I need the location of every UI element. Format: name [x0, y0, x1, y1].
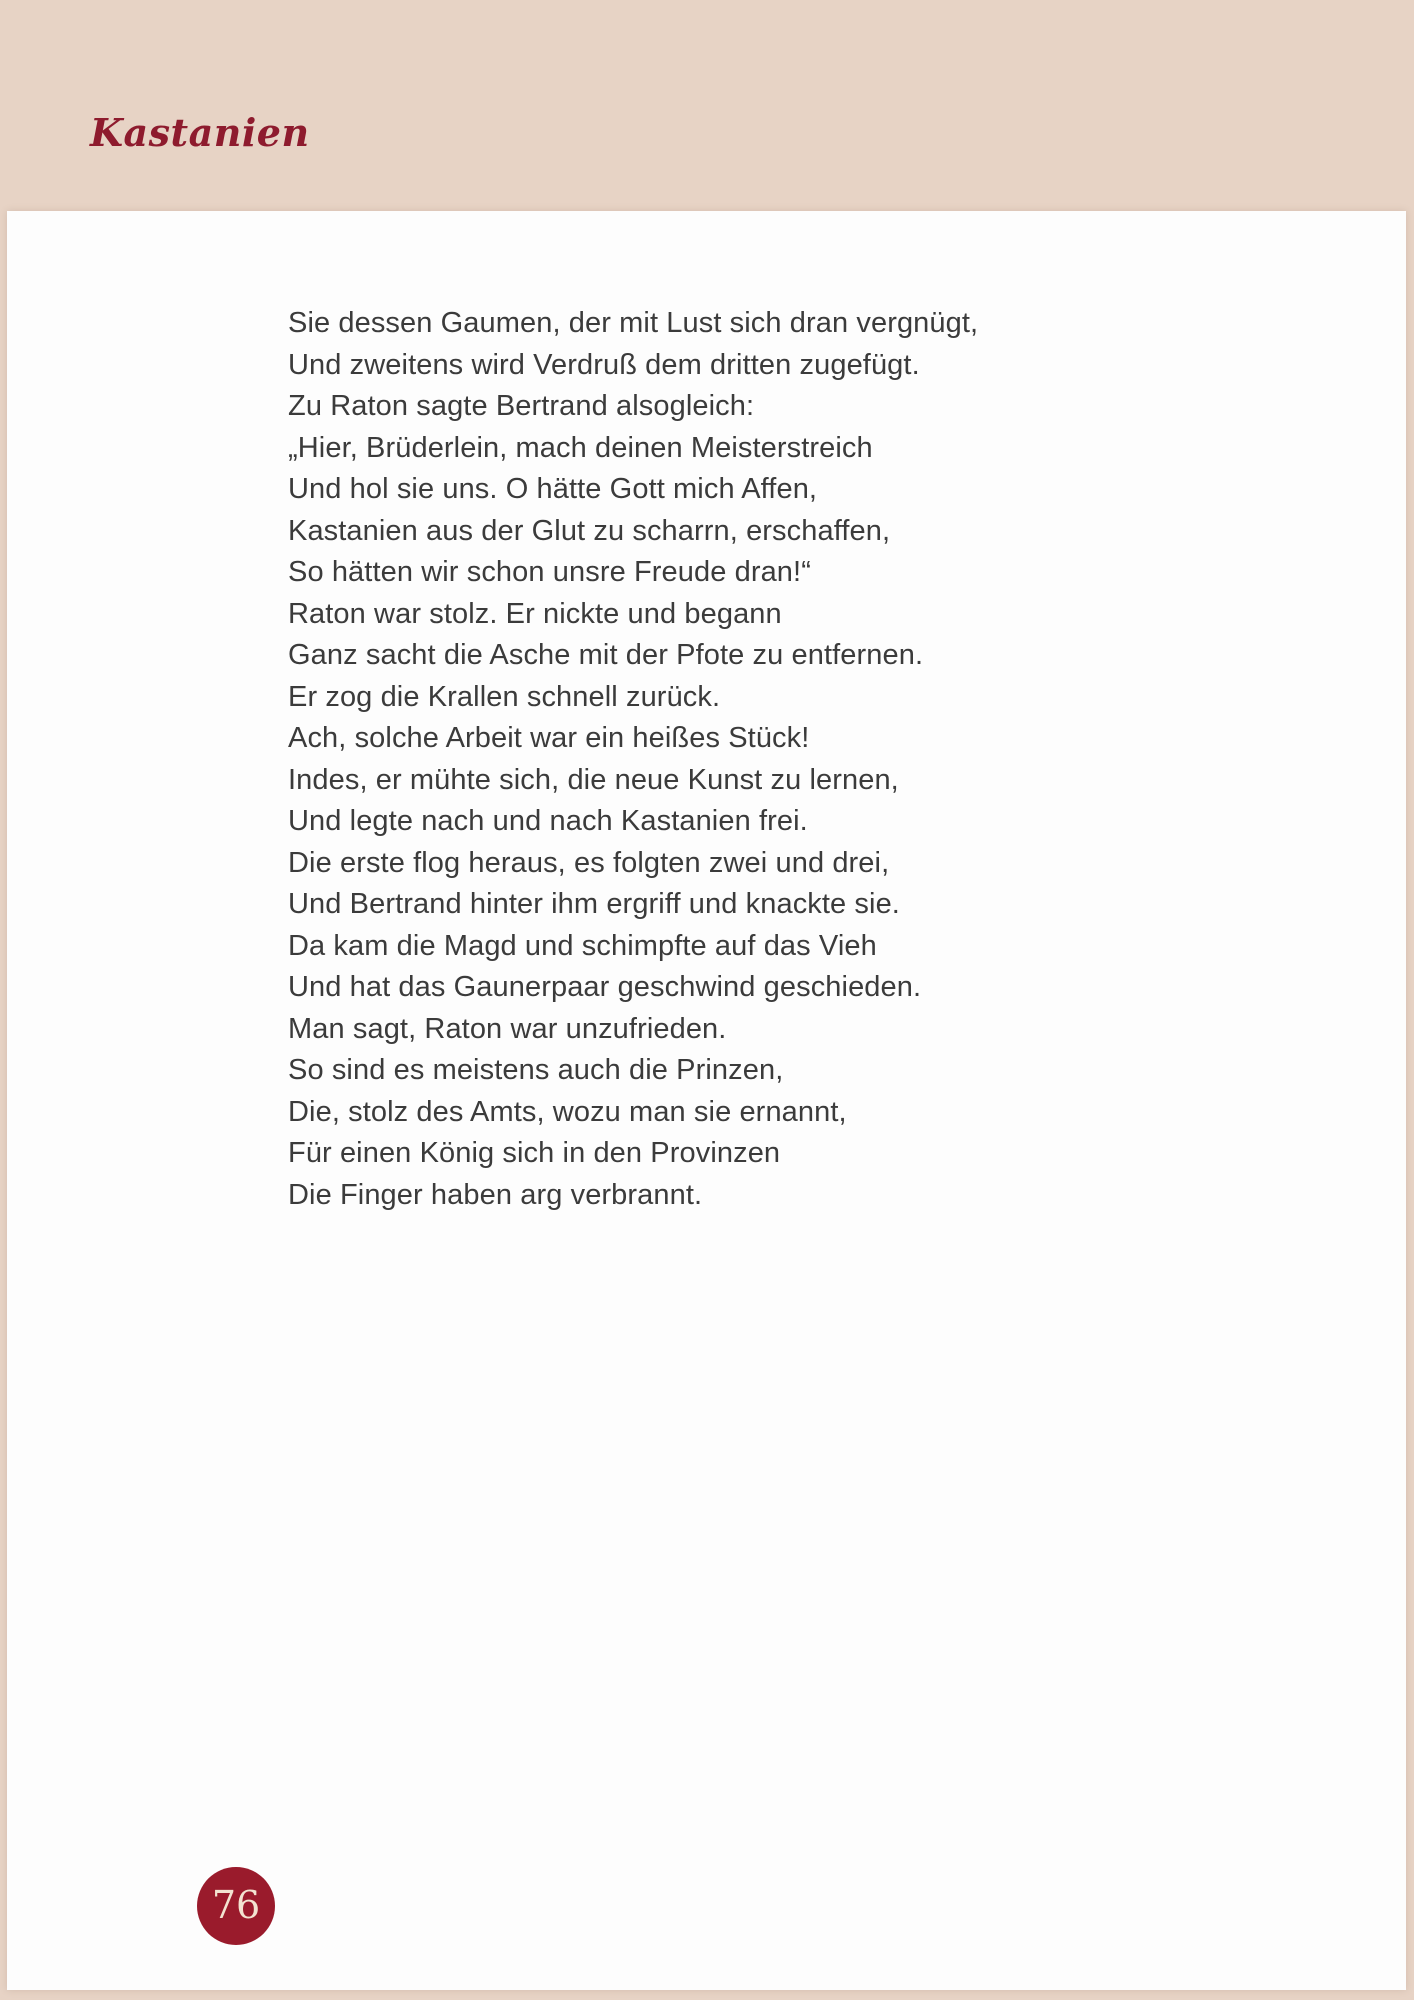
poem-line: Die, stolz des Amts, wozu man sie ernannt, [288, 1095, 847, 1128]
poem-line: Die Finger haben arg verbrannt. [288, 1178, 703, 1211]
poem-line: Raton war stolz. Er nickte und begann [288, 597, 782, 630]
poem-line: Und Bertrand hinter ihm ergriff und knackte sie. [288, 888, 900, 920]
poem-line: Indes, er mühte sich, die neue Kunst zu lernen, [288, 763, 899, 796]
poem-line: Kastanien aus der Glut zu scharrn, erschaffen, [288, 514, 891, 547]
poem-line: Und legte nach und nach Kastanien frei. [288, 805, 808, 837]
poem-line: Ach, solche Arbeit war ein heißes Stück! [288, 722, 810, 754]
poem-line: Und zweitens wird Verdruß dem dritten zugefügt. [288, 348, 920, 381]
poem-line: Für einen König sich in den Provinzen [288, 1137, 781, 1169]
poem-line: Sie dessen Gaumen, der mit Lust sich dran vergnügt, [288, 307, 979, 339]
poem-line: Er zog die Krallen schnell zurück. [288, 680, 721, 713]
poem-line: Und hat das Gaunerpaar geschwind geschieden. [288, 971, 922, 1003]
poem-line: Die erste flog heraus, es folgten zwei und drei, [288, 846, 890, 879]
page-title: Kastanien [90, 110, 310, 155]
poem-line: So hätten wir schon unsre Freude dran!“ [288, 556, 811, 588]
poem-line: Zu Raton sagte Bertrand alsogleich: [288, 390, 755, 422]
poem-line: So sind es meistens auch die Prinzen, [288, 1054, 784, 1086]
content-sheet [7, 211, 1406, 1990]
poem-line: Man sagt, Raton war unzufrieden. [288, 1012, 727, 1045]
page-number-badge [197, 1867, 275, 1945]
poem-line: Und hol sie uns. O hätte Gott mich Affen, [288, 473, 818, 505]
poem-text [288, 303, 1068, 1216]
poem-line: Da kam die Magd und schimpfte auf das Vieh [288, 929, 877, 962]
page-number: 76 [211, 1882, 261, 1927]
poem-line: Ganz sacht die Asche mit der Pfote zu entfernen. [288, 639, 924, 671]
poem-line: „Hier, Brüderlein, mach deinen Meisterstreich [288, 431, 873, 464]
